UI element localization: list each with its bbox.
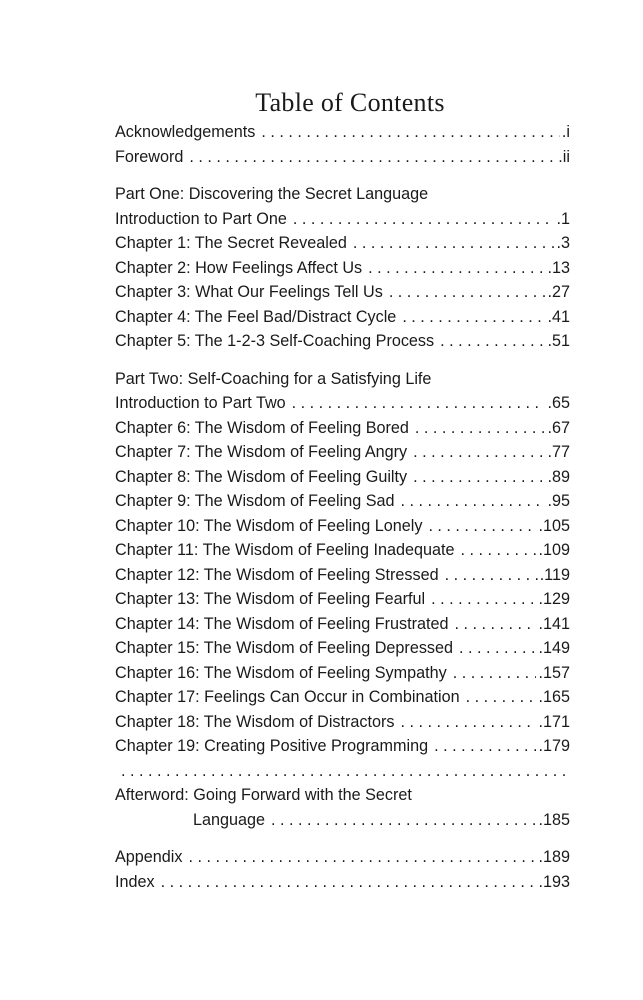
dot-leader (261, 123, 560, 142)
toc-entry (115, 664, 570, 689)
toc-entry (115, 713, 570, 738)
toc-entry (115, 419, 570, 444)
dot-leader (453, 664, 537, 683)
dot-leader (368, 259, 545, 278)
toc-entry-label: Chapter 1: The Secret Revealed (115, 234, 347, 252)
toc-entry (115, 615, 570, 640)
dot-leader (189, 148, 556, 167)
toc-entry-label: Index (115, 872, 155, 891)
part-two-heading: Part Two: Self-Coaching for a Satisfying Life (115, 369, 432, 388)
dot-leader (271, 811, 536, 830)
toc-entry-page: .67 (547, 418, 570, 437)
toc-entry (115, 468, 570, 493)
toc-entry (115, 590, 570, 615)
toc-entry-label: Appendix (115, 848, 183, 866)
toc-entry-page: .77 (547, 443, 570, 461)
dot-leader (413, 443, 545, 462)
dot-leader (434, 737, 536, 756)
toc-entry-page: .119 (539, 565, 570, 584)
toc-entry-label: Chapter 4: The Feel Bad/Distract Cycle (115, 307, 397, 326)
toc-entry (115, 332, 570, 357)
toc-entry-page: .27 (547, 283, 570, 301)
toc-entry-label: Introduction to Part One (115, 209, 287, 228)
toc-entry (115, 762, 570, 787)
toc-entry-page: .65 (547, 394, 570, 412)
toc-entry-page: .179 (538, 737, 570, 755)
dot-leader (121, 762, 568, 781)
toc-entry-acknowledgements (115, 123, 570, 148)
toc-entry-label: Acknowledgements (115, 123, 256, 141)
toc-entry-page: .157 (538, 663, 570, 682)
dot-leader (455, 615, 537, 634)
toc-entry-label: Chapter 12: The Wisdom of Feeling Stressed (115, 565, 439, 584)
page-title: Table of Contents (255, 88, 445, 117)
toc-entry (115, 308, 570, 333)
dot-leader (402, 308, 545, 327)
toc-entry (115, 566, 570, 591)
toc-entry-page: .13 (547, 258, 570, 277)
toc-entry (115, 259, 570, 284)
toc-entry-label: Language (193, 810, 266, 829)
toc-entry-label: Chapter 13: The Wisdom of Feeling Fearful (115, 590, 426, 608)
toc-entry-index (115, 873, 570, 898)
toc-entry-page: .i (561, 123, 570, 141)
toc-entry-page: .189 (538, 848, 570, 866)
dot-leader (189, 848, 537, 867)
toc-entry-label: Chapter 18: The Wisdom of Distractors (115, 712, 395, 731)
toc-entry-label: Chapter 19: Creating Positive Programming (115, 737, 429, 755)
toc-entry-page: .95 (547, 492, 570, 510)
toc-entry-page: .89 (547, 467, 570, 486)
dot-leader (401, 492, 546, 511)
dot-leader (428, 517, 536, 536)
toc-entry-page: .141 (538, 614, 570, 633)
toc-entry-label: Chapter 14: The Wisdom of Feeling Frustrated (115, 614, 449, 633)
toc-entry-page: .165 (538, 688, 570, 706)
toc-entry-page: .51 (547, 332, 570, 350)
dot-leader (161, 873, 537, 892)
toc-entry (115, 234, 570, 259)
toc-entry (115, 492, 570, 517)
toc-entry-page: .109 (538, 541, 570, 559)
toc-entry-label: Chapter 11: The Wisdom of Feeling Inadequate (115, 541, 455, 559)
toc-entry-label: Chapter 15: The Wisdom of Feeling Depressed (115, 639, 454, 657)
dot-leader (431, 590, 536, 609)
dot-leader (353, 234, 555, 253)
toc-entry-page: .105 (538, 516, 570, 535)
toc-entry-label: Chapter 3: What Our Feelings Tell Us (115, 283, 383, 301)
toc-entry (115, 517, 570, 542)
dot-leader (293, 210, 555, 229)
toc-entry-page: .3 (556, 234, 570, 252)
toc-entry (115, 443, 570, 468)
toc-entry (115, 688, 570, 713)
part-one-heading: Part One: Discovering the Secret Language (115, 185, 429, 203)
toc-entry-label: Chapter 6: The Wisdom of Feeling Bored (115, 418, 409, 437)
toc-entry-label: Chapter 17: Feelings Can Occur in Combination (115, 688, 460, 706)
toc-entry (115, 737, 570, 762)
toc-entry (115, 541, 570, 566)
toc-entry-page: .193 (538, 872, 570, 891)
toc-entry-page: .171 (538, 712, 570, 731)
toc-entry (115, 210, 570, 235)
toc-entry (115, 283, 570, 308)
afterword-line1: Afterword: Going Forward with the Secret (115, 786, 412, 804)
toc-entry-label: Chapter 8: The Wisdom of Feeling Guilty (115, 467, 408, 486)
dot-leader (461, 541, 537, 560)
dot-leader (459, 639, 536, 658)
toc-entry-page: .129 (538, 590, 570, 608)
dot-leader (415, 419, 546, 438)
toc-entry-page: .149 (538, 639, 570, 657)
dot-leader (466, 688, 537, 707)
toc-entry-appendix (115, 848, 570, 873)
toc-entry-label: Chapter 9: The Wisdom of Feeling Sad (115, 492, 395, 510)
toc-entry-label: Chapter 10: The Wisdom of Feeling Lonely (115, 516, 423, 535)
toc-entry-afterword (115, 811, 570, 836)
toc-list (115, 123, 570, 897)
toc-entry-foreword (115, 148, 570, 173)
dot-leader (292, 394, 546, 413)
toc-entry-page: .1 (556, 209, 570, 228)
toc-entry-label: Chapter 7: The Wisdom of Feeling Angry (115, 443, 408, 461)
dot-leader (401, 713, 537, 732)
dot-leader (413, 468, 545, 487)
toc-entry-label: Foreword (115, 147, 184, 166)
toc-entry-label: Chapter 5: The 1-2-3 Self-Coaching Process (115, 332, 435, 350)
toc-entry-label: Chapter 16: The Wisdom of Feeling Sympathy (115, 663, 447, 682)
toc-entry (115, 394, 570, 419)
toc-entry-page: .41 (547, 307, 570, 326)
toc-entry-page: .185 (538, 810, 570, 829)
toc-entry-label: Introduction to Part Two (115, 394, 286, 412)
toc-entry (115, 639, 570, 664)
toc-entry-label: Chapter 2: How Feelings Affect Us (115, 258, 363, 277)
dot-leader (440, 332, 545, 351)
toc-entry-page: .ii (558, 147, 570, 166)
dot-leader (445, 566, 538, 585)
dot-leader (389, 283, 546, 302)
